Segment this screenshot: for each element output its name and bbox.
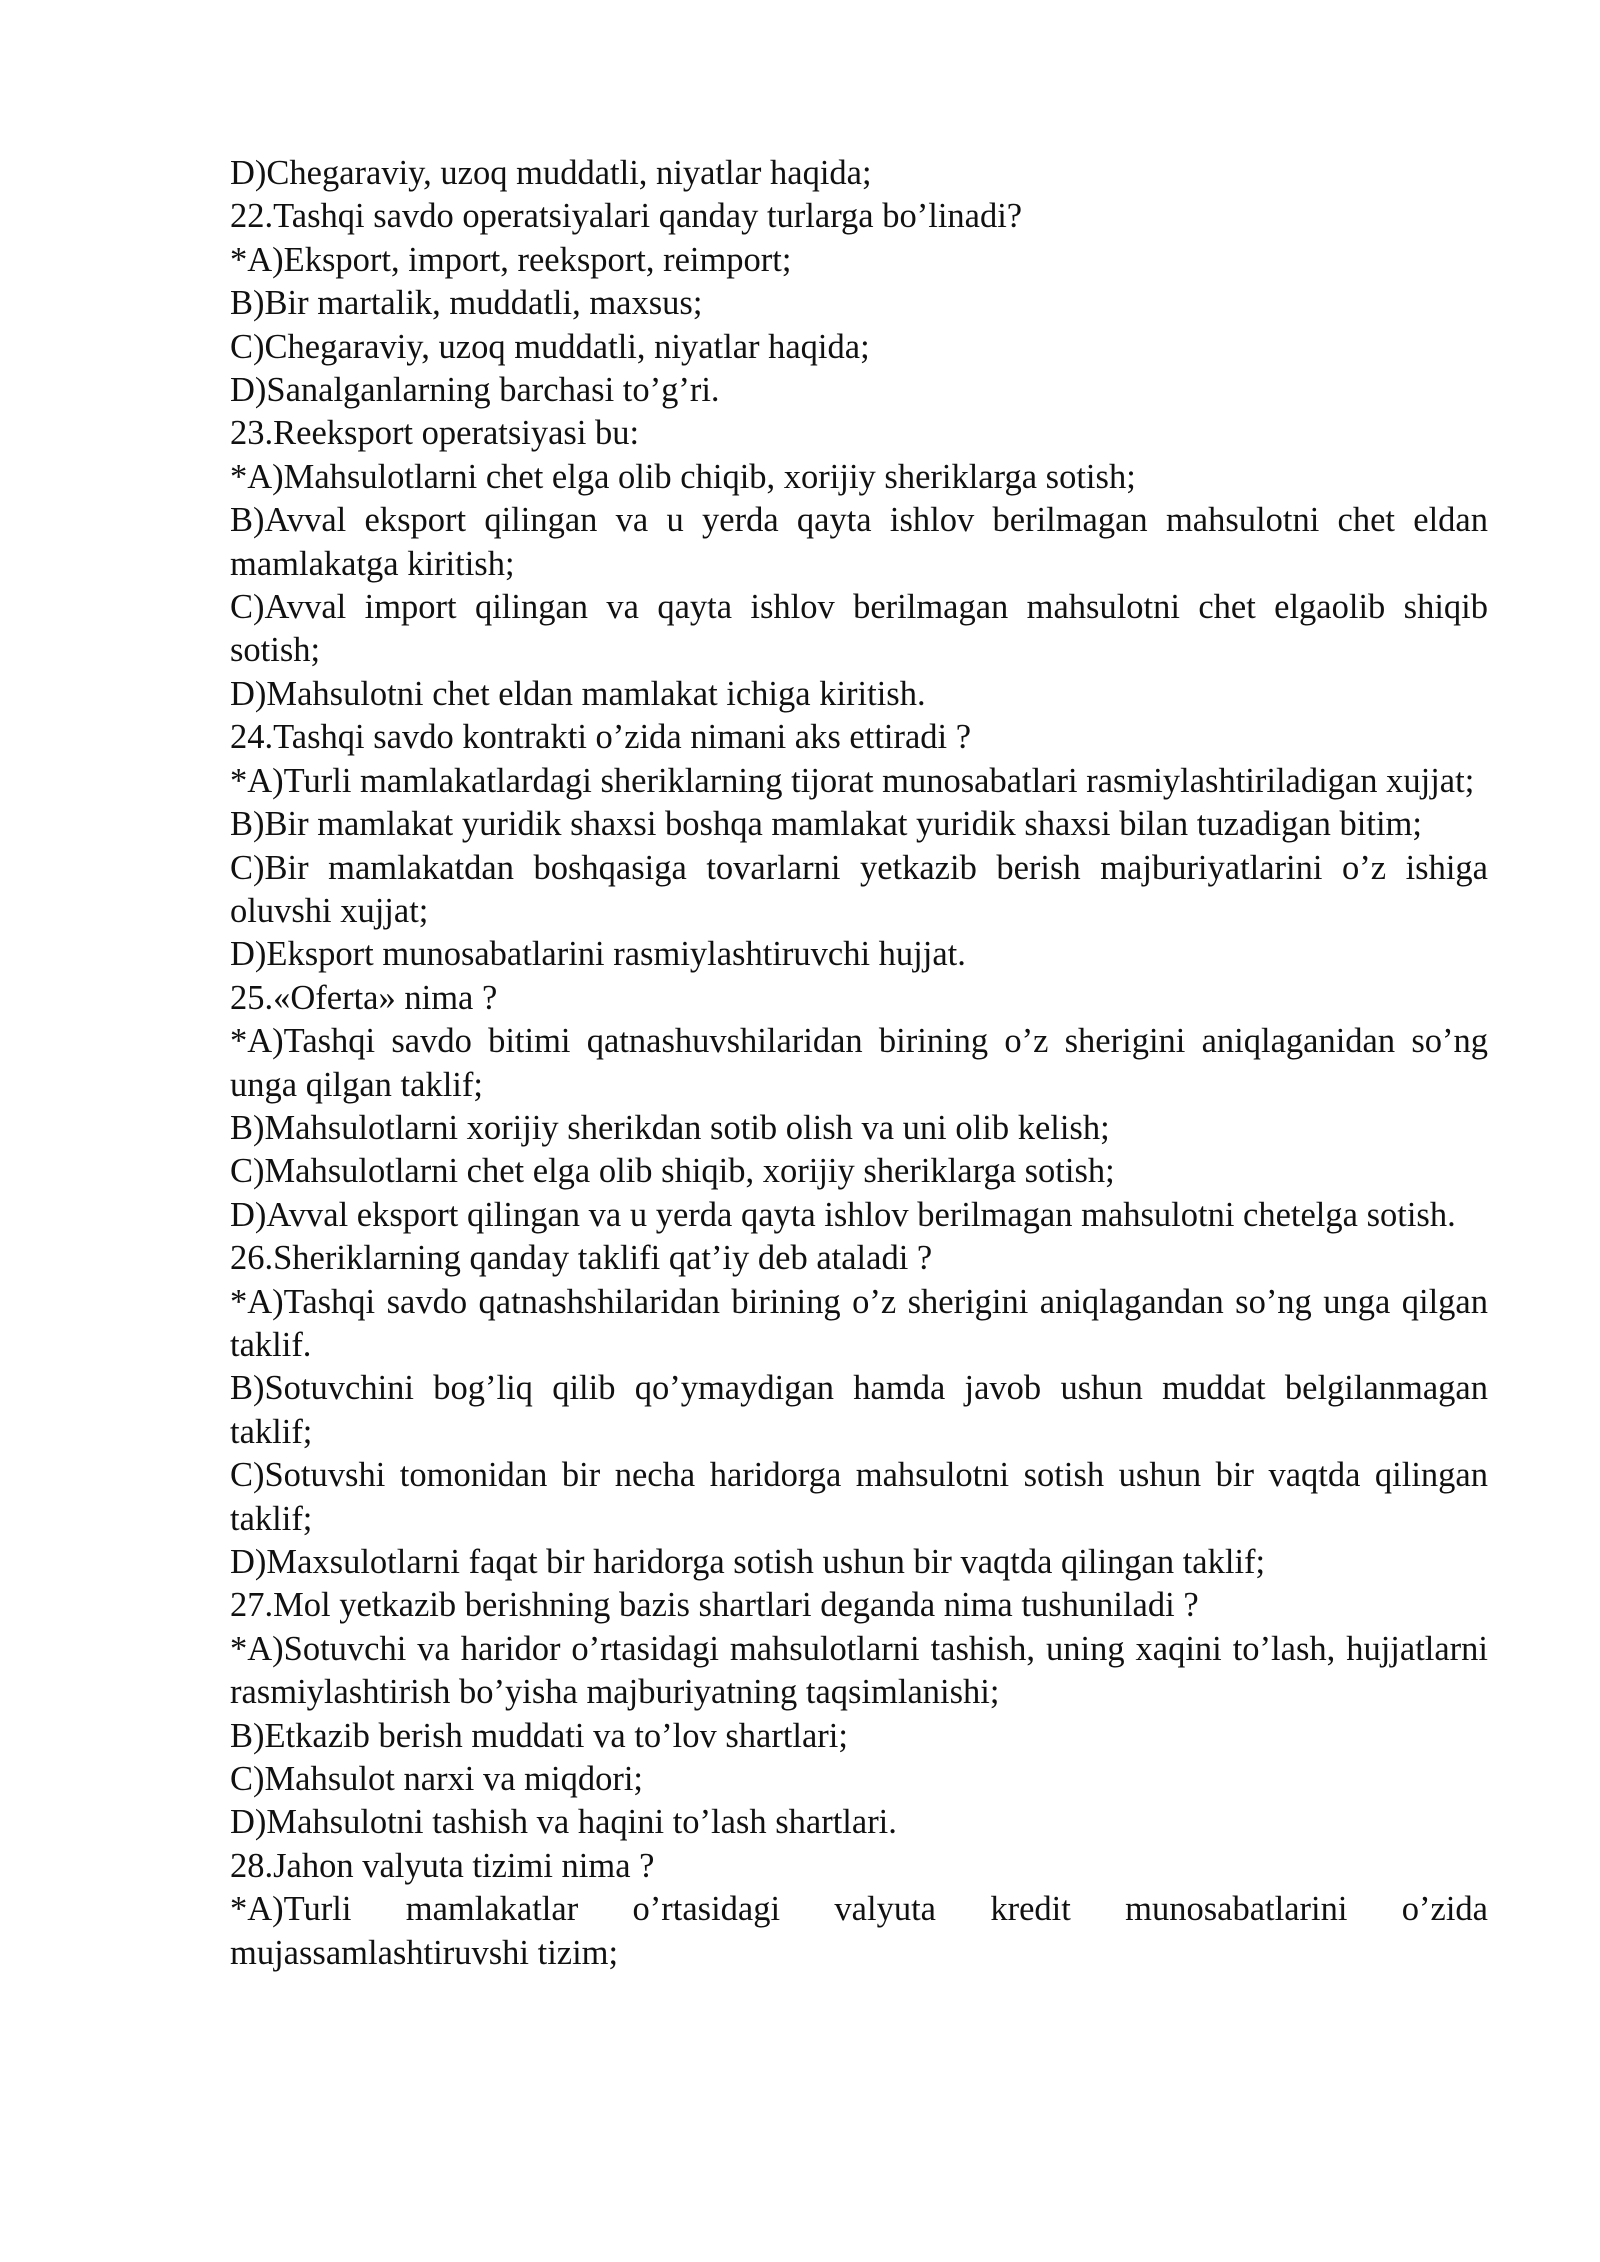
answer-27-c: C)Mahsulot narxi va miqdori; [230, 1760, 643, 1799]
answer-27-b: B)Etkazib berish muddati va to’lov shartlari; [230, 1716, 848, 1755]
answer-25-a: *A)Tashqi savdo bitimi qatnashuvshilaridan birining o’z sherigini aniqlaganidan so’ng unga qilgan taklif; [230, 1022, 1488, 1104]
answer-28-a: *A)Turli mamlakatlar o’rtasidagi valyuta kredit munosabatlarini o’zida mujassamlashtiruvshi tizim; [230, 1890, 1488, 1972]
question-28: 28.Jahon valyuta tizimi nima ? [230, 1846, 655, 1885]
answer-25-d: D)Avval eksport qilingan va u yerda qayta ishlov berilmagan mahsulotni chetelga sotish. [230, 1195, 1456, 1234]
answer-26-b: B)Sotuvchini bog’liq qilib qo’ymaydigan hamda javob ushun muddat belgilanmagan taklif; [230, 1369, 1488, 1451]
text-line: D)Chegaraviy, uzoq muddatli, niyatlar haqida; [230, 154, 872, 192]
question-23: 23.Reeksport operatsiyasi bu: [230, 414, 640, 453]
answer-24-a: *A)Turli mamlakatlardagi sheriklarning tijorat munosabatlari rasmiylashtiriladigan xujjat; [230, 761, 1475, 800]
answer-23-d: D)Mahsulotni chet eldan mamlakat ichiga kiritish. [230, 674, 926, 713]
question-24: 24.Tashqi savdo kontrakti o’zida nimani aks ettiradi ? [230, 718, 972, 757]
answer-23-c: C)Avval import qilingan va qayta ishlov berilmagan mahsulotni chet elgaolib shiqib sotish; [230, 588, 1488, 670]
answer-26-a: *A)Tashqi savdo qatnashshilaridan birining o’z sherigini aniqlagandan so’ng unga qilgan taklif. [230, 1282, 1488, 1364]
question-25: 25.«Oferta» nima ? [230, 978, 498, 1017]
answer-25-c: C)Mahsulotlarni chet elga olib shiqib, xorijiy sheriklarga sotish; [230, 1152, 1115, 1191]
answer-23-a: *A)Mahsulotlarni chet elga olib chiqib, xorijiy sheriklarga sotish; [230, 457, 1136, 496]
answer-24-c: C)Bir mamlakatdan boshqasiga tovarlarni yetkazib berish majburiyatlarini o’z ishiga oluvshi xujjat; [230, 848, 1488, 930]
answer-26-d: D)Maxsulotlarni faqat bir haridorga sotish ushun bir vaqtda qilingan taklif; [230, 1543, 1266, 1581]
answer-24-d: D)Eksport munosabatlarini rasmiylashtiruvchi hujjat. [230, 935, 966, 974]
document-page [230, 152, 1488, 1975]
question-26: 26.Sheriklarning qanday taklifi qat’iy deb ataladi ? [230, 1239, 933, 1278]
answer-26-c: C)Sotuvshi tomonidan bir necha haridorga mahsulotni sotish ushun bir vaqtda qilingan taklif; [230, 1456, 1488, 1538]
answer-23-b: B)Avval eksport qilingan va u yerda qayta ishlov berilmagan mahsulotni chet eldan mamlakatga kiritish; [230, 501, 1488, 583]
answer-27-d: D)Mahsulotni tashish va haqini to’lash shartlari. [230, 1803, 897, 1842]
answer-22-b: B)Bir martalik, muddatli, maxsus; [230, 284, 703, 323]
answer-25-b: B)Mahsulotlarni xorijiy sherikdan sotib olish va uni olib kelish; [230, 1108, 1110, 1147]
answer-22-c: C)Chegaraviy, uzoq muddatli, niyatlar haqida; [230, 327, 870, 366]
answer-24-b: B)Bir mamlakat yuridik shaxsi boshqa mamlakat yuridik shaxsi bilan tuzadigan bitim; [230, 805, 1422, 844]
answer-27-a: *A)Sotuvchi va haridor o’rtasidagi mahsulotlarni tashish, uning xaqini to’lash, hujjatlarni rasmiylashtirish bo’yisha majburiyatning taqsimlanishi; [230, 1629, 1488, 1712]
answer-22-a: *A)Eksport, import, reeksport, reimport; [230, 240, 792, 279]
question-22: 22.Tashqi savdo operatsiyalari qanday turlarga bo’linadi? [230, 197, 1023, 236]
question-27: 27.Mol yetkazib berishning bazis shartlari deganda nima tushuniladi ? [230, 1586, 1199, 1625]
answer-22-d: D)Sanalganlarning barchasi to’g’ri. [230, 371, 720, 410]
